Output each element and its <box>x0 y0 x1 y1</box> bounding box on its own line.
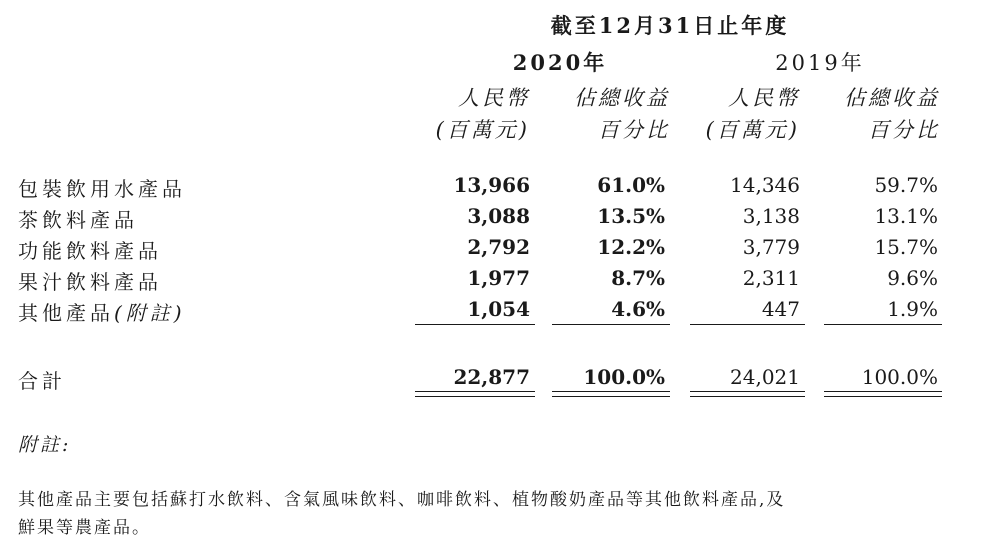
row-rmb-2019: 14,346 <box>730 173 800 197</box>
col-rmb-2020-unit: (百萬元) <box>435 118 530 142</box>
col-rmb-2020-heading: 人民幣 <box>458 86 530 110</box>
subtotal-rule <box>690 324 805 325</box>
row-rmb-2020: 1,977 <box>467 266 530 290</box>
subtotal-rule <box>824 324 942 325</box>
row-label: 包裝飲用水產品 <box>18 177 186 201</box>
row-rmb-2019: 3,779 <box>742 235 800 259</box>
note-line-1: 其他產品主要包括蘇打水飲料、含氣風味飲料、咖啡飲料、植物酸奶產品等其他飲料產品,及 <box>18 490 786 510</box>
col-rmb-2019-unit: (百萬元) <box>705 118 800 142</box>
total-rmb-2020: 22,877 <box>453 365 530 389</box>
row-label: 茶飲料產品 <box>18 208 138 232</box>
total-double-rule <box>552 391 670 397</box>
col-pct-2020-unit: 百分比 <box>598 118 670 142</box>
row-rmb-2020: 1,054 <box>467 297 530 321</box>
row-rmb-2019: 2,311 <box>742 266 800 290</box>
subtotal-rule <box>415 324 535 325</box>
row-rmb-2020: 2,792 <box>467 235 530 259</box>
row-pct-2020: 13.5% <box>597 204 665 228</box>
row-label <box>18 297 186 326</box>
col-pct-2019-unit: 百分比 <box>868 118 940 142</box>
row-label: 功能飲料產品 <box>18 239 162 263</box>
row-pct-2019: 9.6% <box>887 266 938 290</box>
total-pct-2019: 100.0% <box>861 365 938 389</box>
row-rmb-2019: 3,138 <box>742 204 800 228</box>
row-pct-2019: 59.7% <box>874 173 938 197</box>
col-rmb-2019-heading: 人民幣 <box>728 86 800 110</box>
subtotal-rule <box>552 324 670 325</box>
row-pct-2019: 15.7% <box>874 235 938 259</box>
row-rmb-2020: 13,966 <box>453 173 530 197</box>
row-pct-2020: 8.7% <box>611 266 665 290</box>
row-label-note: (附註) <box>114 301 186 325</box>
year-2020-heading: 2020年 <box>512 50 608 75</box>
total-pct-2020: 100.0% <box>583 365 665 389</box>
row-rmb-2020: 3,088 <box>467 204 530 228</box>
row-pct-2020: 61.0% <box>597 173 665 197</box>
row-rmb-2019: 447 <box>761 297 800 321</box>
row-label: 果汁飲料產品 <box>18 270 162 294</box>
row-label-text: 其他產品 <box>18 301 114 325</box>
note-title: 附註: <box>18 434 72 456</box>
total-rmb-2019: 24,021 <box>730 365 800 389</box>
note-line-2: 鮮果等農產品。 <box>18 518 151 538</box>
col-pct-2019-heading: 佔總收益 <box>844 86 940 110</box>
row-pct-2020: 4.6% <box>611 297 665 321</box>
total-double-rule <box>415 391 535 397</box>
total-label: 合計 <box>18 369 66 393</box>
col-pct-2020-heading: 佔總收益 <box>574 86 670 110</box>
row-pct-2019: 13.1% <box>874 204 938 228</box>
row-pct-2020: 12.2% <box>597 235 665 259</box>
period-heading: 截至12月31日止年度 <box>550 13 790 38</box>
year-2019-heading: 2019年 <box>775 51 865 75</box>
total-double-rule <box>690 391 805 397</box>
total-double-rule <box>824 391 942 397</box>
row-pct-2019: 1.9% <box>887 297 938 321</box>
